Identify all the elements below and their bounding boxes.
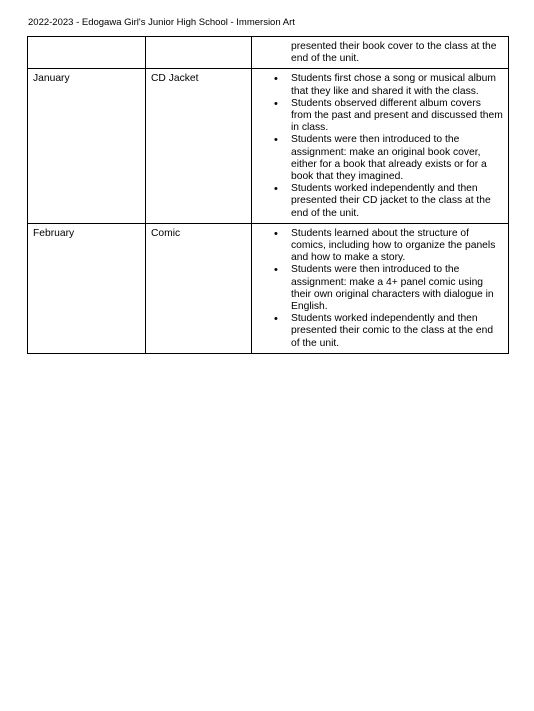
units-table [27, 36, 509, 354]
list-item: • Students worked independently and then presented their comic to the class at the end of the unit. [291, 313, 503, 350]
month-cell [28, 37, 146, 69]
list-item: • Students learned about the structure of comics, including how to organize the panels and how to make a story. [291, 228, 503, 265]
details-list [257, 73, 503, 219]
table-row [28, 37, 509, 69]
details-list [257, 41, 503, 65]
details-cell [252, 69, 509, 223]
page-header: 2022-2023 - Edogawa Girl's Junior High School - Immersion Art [28, 17, 295, 28]
list-item: presented their book cover to the class at the end of the unit. [291, 41, 497, 65]
list-item: • Students observed different album covers from the past and present and discussed them in class. [291, 98, 503, 135]
details-list [257, 228, 503, 350]
details-cell [252, 223, 509, 353]
project-cell: Comic [146, 223, 252, 353]
list-item: • Students worked independently and then presented their CD jacket to the class at the end of the unit. [291, 183, 503, 220]
month-cell: January [28, 69, 146, 223]
list-item: • Students first chose a song or musical album that they like and shared it with the class. [291, 73, 503, 97]
table-row [28, 69, 509, 223]
table-row [28, 223, 509, 353]
details-cell [252, 37, 509, 69]
list-item: • Students were then introduced to the assignment: make a 4+ panel comic using their own original characters with dialogue in English. [291, 264, 503, 313]
month-cell: February [28, 223, 146, 353]
project-cell [146, 37, 252, 69]
list-item: • Students were then introduced to the assignment: make an original book cover, either for a book that already exists or for a book that they imagined. [291, 134, 503, 183]
project-cell: CD Jacket [146, 69, 252, 223]
